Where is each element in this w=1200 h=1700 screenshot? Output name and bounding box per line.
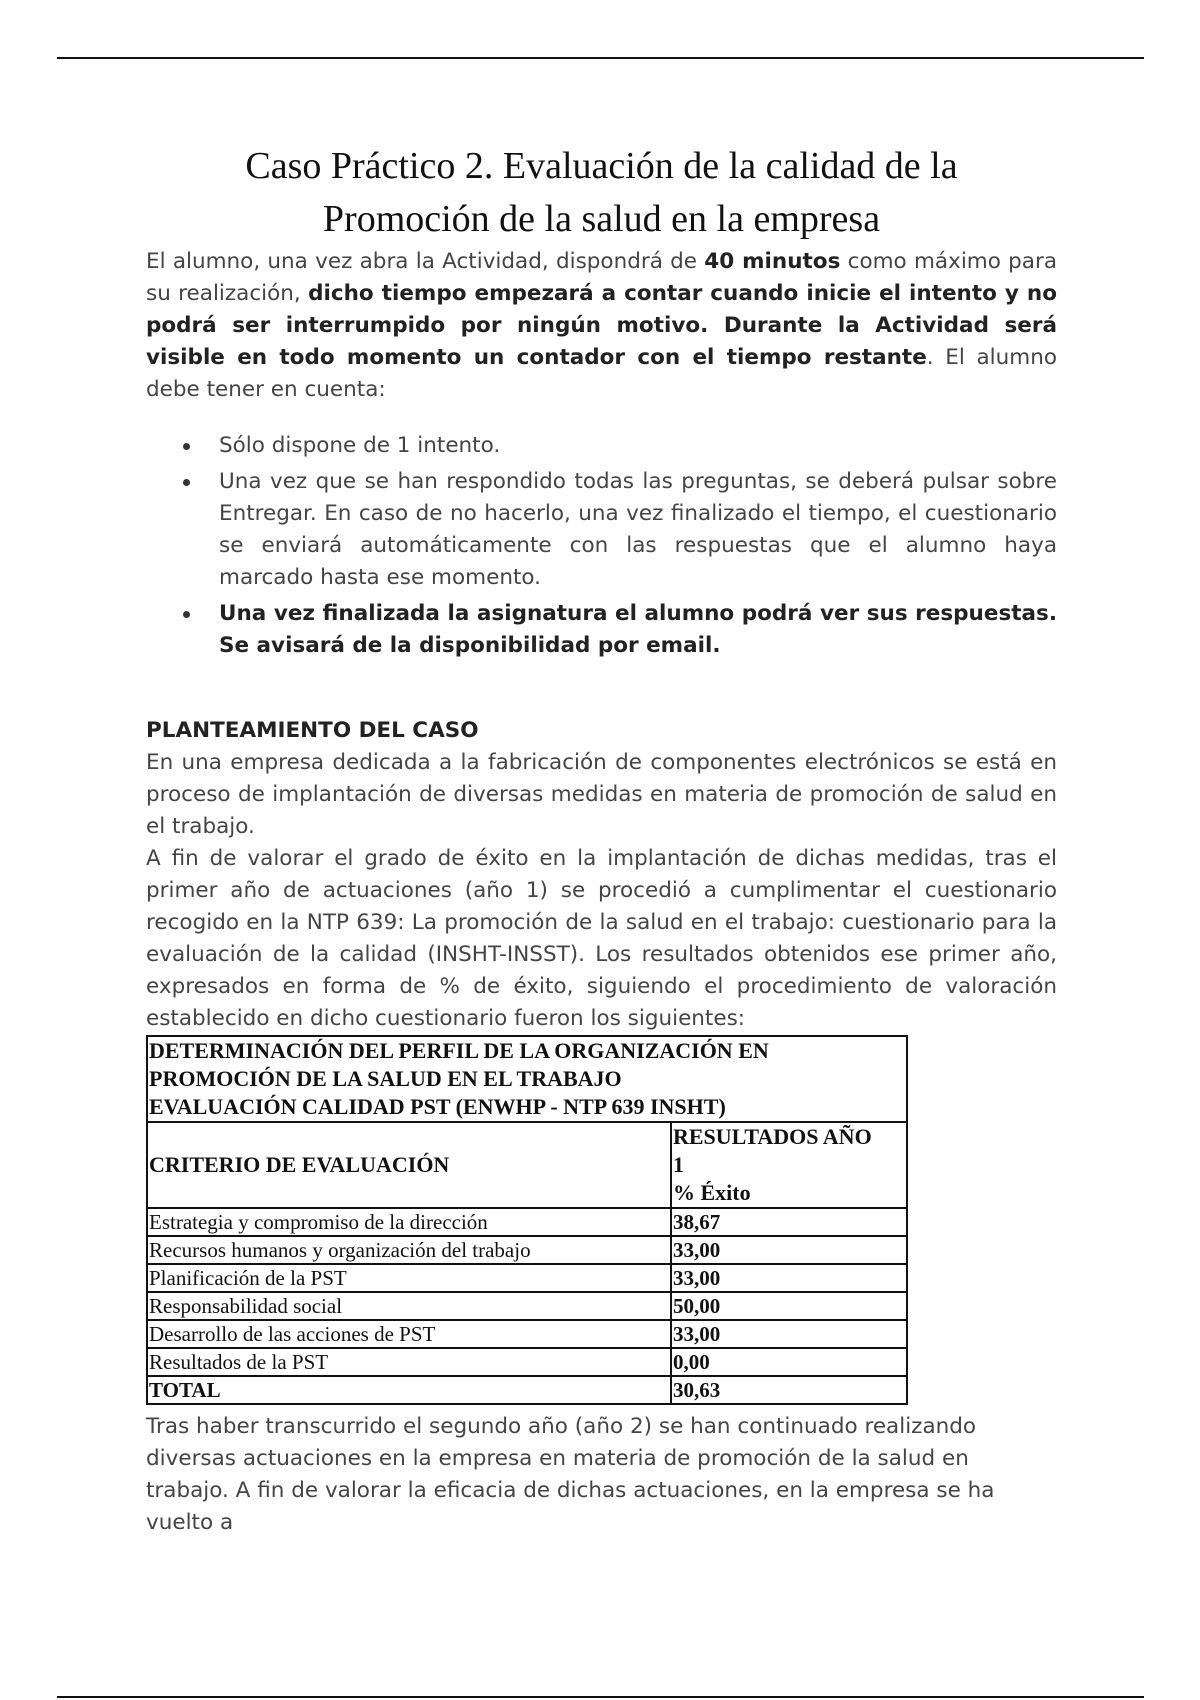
title-line-2: Promoción de la salud en la empresa xyxy=(322,198,881,240)
list-item: Una vez que se han respondido todas las preguntas, se deberá pulsar sobre Entregar. En caso de no hacerlo, una vez finalizado el tiempo, el cuestionario se enviará automáticamente con las respuestas que el alumno haya marcado hasta ese momento. xyxy=(219,466,1057,594)
timing-warning: dicho tiempo empezará a contar cuando inicie el intento y no podrá ser interrumpido por ningún motivo. Durante la Actividad será visible en todo momento un contador con el tiempo restante xyxy=(146,281,1058,370)
table-row: Responsabilidad social 50,00 xyxy=(147,1292,907,1320)
follow-up-paragraph: Tras haber transcurrido el segundo año (año 2) se han continuado realizando diversas actuaciones en la empresa en materia de promoción de la salud en trabajo. A fin de valorar la eficacia de dichas actuaciones, en la empresa se ha vuelto a xyxy=(146,1414,995,1535)
intro-paragraph: El alumno, una vez abra la Actividad, dispondrá de 40 minutos como máximo para su realización, dicho tiempo empezará a contar cuando inicie el intento y no podrá ser interrumpido por ningún motivo. Durante la Actividad será visible en todo momento un contador con el tiempo restante. El alumno debe tener en cuenta: xyxy=(146,249,1058,402)
table-row: Desarrollo de las acciones de PST 33,00 xyxy=(147,1320,907,1348)
table-row: Resultados de la PST 0,00 xyxy=(147,1348,907,1376)
column-header-criterio: CRITERIO DE EVALUACIÓN xyxy=(147,1122,671,1208)
document-title xyxy=(146,140,1057,246)
table-row: Recursos humanos y organización del trabajo 33,00 xyxy=(147,1236,907,1264)
table-row: Planificación de la PST 33,00 xyxy=(147,1264,907,1292)
case-paragraph-1: En una empresa dedicada a la fabricación de componentes electrónicos se está en proceso de implantación de diversas medidas en materia de promoción de salud en el trabajo. xyxy=(146,750,1057,839)
document-body xyxy=(146,140,1057,1539)
results-table xyxy=(146,1035,908,1405)
table-title: DETERMINACIÓN DEL PERFIL DE LA ORGANIZACIÓN EN PROMOCIÓN DE LA SALUD EN EL TRABAJO EVALUACIÓN CALIDAD PST (ENWHP - NTP 639 INSHT) xyxy=(147,1036,907,1122)
rules-list xyxy=(146,430,1057,662)
column-header-resultados: RESULTADOS AÑO 1 % Éxito xyxy=(671,1122,907,1208)
table-row: Estrategia y compromiso de la dirección 38,67 xyxy=(147,1208,907,1236)
case-paragraph-2: A fin de valorar el grado de éxito en la implantación de dichas medidas, tras el primer año de actuaciones (año 1) se procedió a cumplimentar el cuestionario recogido en la NTP 639: La promoción de la salud en el trabajo: cuestionario para la evaluación de la calidad (INSHT-INSST). Los resultados obtenidos ese primer año, expresados en forma de % de éxito, siguiendo el procedimiento de valoración establecido en dicho cuestionario fueron los siguientes: xyxy=(146,846,1057,1031)
list-item: Sólo dispone de 1 intento. xyxy=(219,430,1057,462)
table-total-row: TOTAL 30,63 xyxy=(147,1376,907,1404)
title-line-1: Caso Práctico 2. Evaluación de la calidad de la xyxy=(245,145,958,187)
section-heading: PLANTEAMIENTO DEL CASO xyxy=(146,718,479,743)
time-limit: 40 minutos xyxy=(704,249,841,274)
bottom-rule xyxy=(57,1696,1144,1698)
top-rule xyxy=(57,57,1144,59)
list-item: Una vez finalizada la asignatura el alumno podrá ver sus respuestas. Se avisará de la disponibilidad por email. xyxy=(219,598,1057,662)
